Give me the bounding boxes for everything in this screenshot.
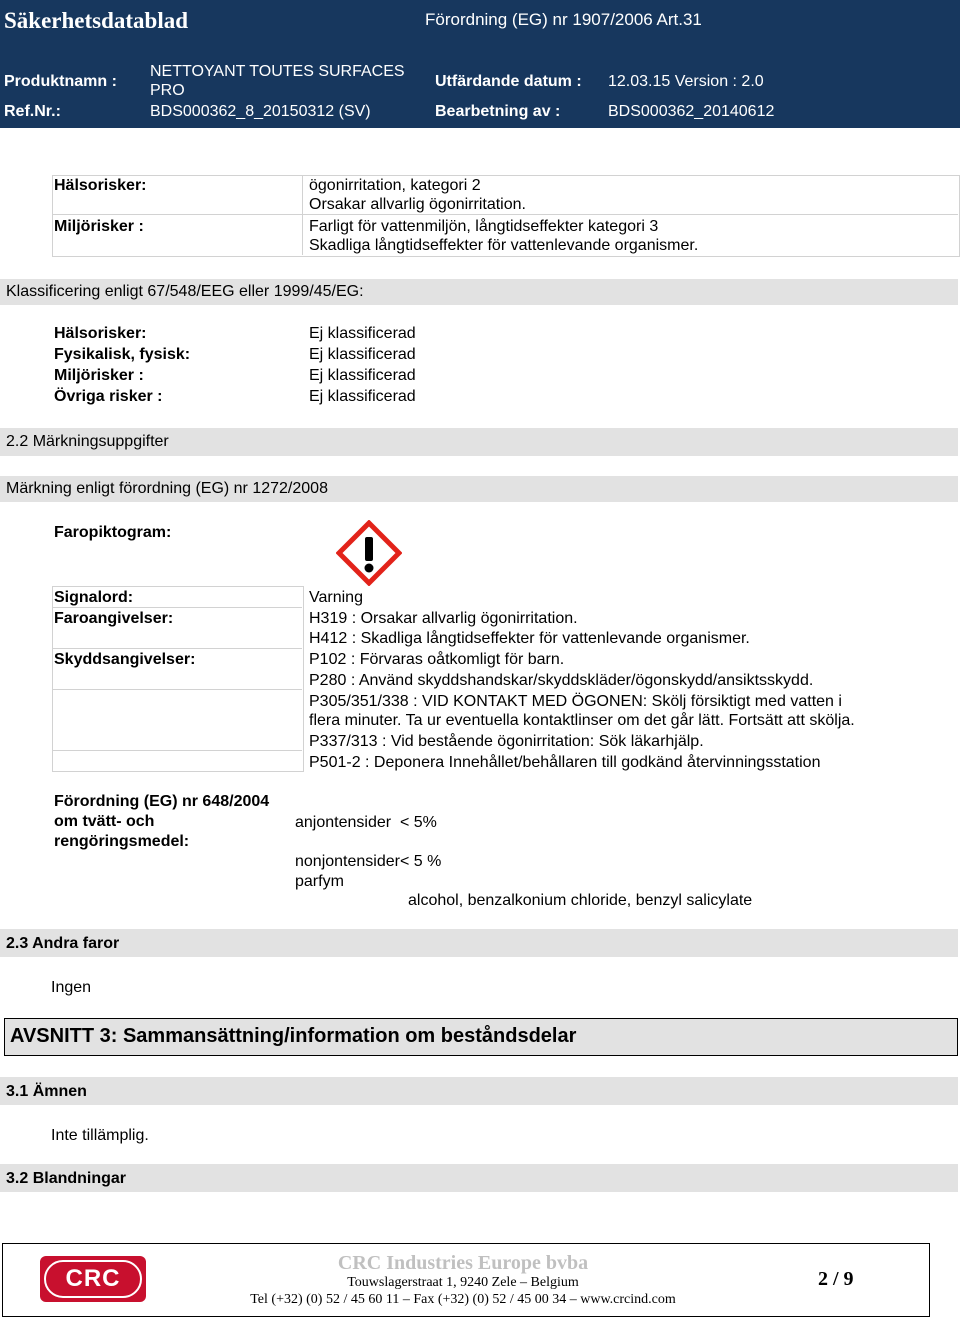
section3-heading: AVSNITT 3: Sammansättning/information om beståndsdelar — [10, 1025, 577, 1047]
precaution-p305-continued: flera minuter. Ta ur eventuella kontaktlinser om det går lätt. Fortsätt att skölja. — [309, 712, 855, 729]
substances-bar — [0, 1077, 958, 1105]
issue-date-value: 12.03.15 Version : 2.0 — [608, 73, 764, 90]
class-other-label: Övriga risker : — [54, 388, 163, 405]
clp-health-value-2: Orsakar allvarlig ögonirritation. — [309, 196, 526, 213]
perfume: parfym — [295, 873, 344, 890]
detergent-label-line3: rengöringsmedel: — [54, 833, 190, 850]
table-row-divider — [52, 214, 958, 215]
anionic-surfactants: anjontensider < 5% — [295, 814, 437, 831]
nonionic-surfactants: nonjontensider< 5 % — [295, 853, 442, 870]
class-other-value: Ej klassificerad — [309, 388, 416, 405]
classification-heading: Klassificering enligt 67/548/EEG eller 1999/45/EG: — [6, 283, 364, 300]
company-name: CRC Industries Europe bvba — [337, 1252, 589, 1274]
document-title: Säkerhetsdatablad — [4, 8, 189, 33]
issue-date-label: Utfärdande datum : — [435, 73, 582, 90]
table-row-divider — [52, 750, 302, 751]
hazard-statement-h412: H412 : Skadliga långtidseffekter för vattenlevande organismer. — [309, 630, 750, 647]
precaution-p305: P305/351/338 : VID KONTAKT MED ÖGONEN: Skölj försiktigt med vatten i — [309, 693, 842, 710]
clp-health-label: Hälsorisker: — [54, 177, 147, 194]
class-physical-label: Fysikalisk, fysisk: — [54, 346, 191, 363]
signal-word-label: Signalord: — [54, 589, 134, 606]
class-physical-value: Ej klassificerad — [309, 346, 416, 363]
mixtures-bar — [0, 1164, 958, 1192]
table-row-divider — [52, 648, 302, 649]
pictogram-label: Faropiktogram: — [54, 524, 172, 541]
precaution-p337: P337/313 : Vid bestående ögonirritation: Sök läkarhjälp. — [309, 733, 704, 750]
table-row-divider — [52, 689, 302, 690]
class-health-value: Ej klassificerad — [309, 325, 416, 342]
precaution-p280: P280 : Använd skyddshandskar/skyddskläder/ögonskydd/ansiktsskydd. — [309, 672, 814, 689]
allergens-list: alcohol, benzalkonium chloride, benzyl salicylate — [408, 892, 753, 909]
labeling-heading: 2.2 Märkningsuppgifter — [6, 433, 169, 450]
precaution-p102: P102 : Förvaras oåtkomligt för barn. — [309, 651, 565, 668]
product-name-label: Produktnamn : — [4, 73, 117, 90]
clp-env-value-1: Farligt för vattenmiljön, långtidseffekter kategori 3 — [309, 218, 659, 235]
other-hazards-heading: 2.3 Andra faror — [6, 935, 120, 952]
detergent-label-line1: Förordning (EG) nr 648/2004 — [54, 793, 270, 810]
other-hazards-value: Ingen — [51, 979, 92, 996]
substances-heading: 3.1 Ämnen — [6, 1083, 87, 1100]
edited-by-label: Bearbetning av : — [435, 103, 561, 120]
mixtures-heading: 3.2 Blandningar — [6, 1170, 127, 1187]
hazard-statements-label: Faroangivelser: — [54, 610, 174, 627]
product-name-line2: PRO — [150, 82, 185, 99]
substances-value: Inte tillämplig. — [51, 1127, 149, 1144]
clp-env-value-2: Skadliga långtidseffekter för vattenlevande organismer. — [309, 237, 699, 254]
hazard-statement-h319: H319 : Orsakar allvarlig ögonirritation. — [309, 610, 578, 627]
ref-number-label: Ref.Nr.: — [4, 103, 61, 120]
signal-word-value: Varning — [309, 589, 363, 606]
clp-health-value-1: ögonirritation, kategori 2 — [309, 177, 481, 194]
labeling-subheading: Märkning enligt förordning (EG) nr 1272/2008 — [6, 480, 328, 497]
crc-logo — [40, 1256, 146, 1302]
company-address: Touwslagerstraat 1, 9240 Zele – Belgium — [347, 1275, 579, 1290]
product-name-line1: NETTOYANT TOUTES SURFACES — [150, 63, 405, 80]
ref-number-value: BDS000362_8_20150312 (SV) — [150, 103, 371, 120]
table-divider — [302, 175, 303, 255]
precaution-p501: P501-2 : Deponera Innehållet/behållaren till godkänd återvinningsstation — [309, 754, 821, 771]
ghs07-exclamation-icon — [336, 520, 402, 591]
table-row-divider — [52, 607, 302, 608]
edited-by-value: BDS000362_20140612 — [608, 103, 775, 120]
clp-env-label: Miljörisker : — [54, 218, 144, 235]
precautionary-statements-label: Skyddsangivelser: — [54, 651, 196, 668]
class-env-label: Miljörisker : — [54, 367, 144, 384]
company-contact: Tel (+32) (0) 52 / 45 60 11 – Fax (+32) (0) 52 / 45 00 34 – www.crcind.com — [250, 1292, 676, 1307]
detergent-label-line2: om tvätt- och — [54, 813, 155, 830]
class-env-value: Ej klassificerad — [309, 367, 416, 384]
crc-logo-text: CRC — [65, 1265, 121, 1292]
page-number: 2 / 9 — [818, 1268, 854, 1290]
other-hazards-bar — [0, 929, 958, 957]
regulation-reference: Förordning (EG) nr 1907/2006 Art.31 — [425, 10, 702, 29]
class-health-label: Hälsorisker: — [54, 325, 147, 342]
